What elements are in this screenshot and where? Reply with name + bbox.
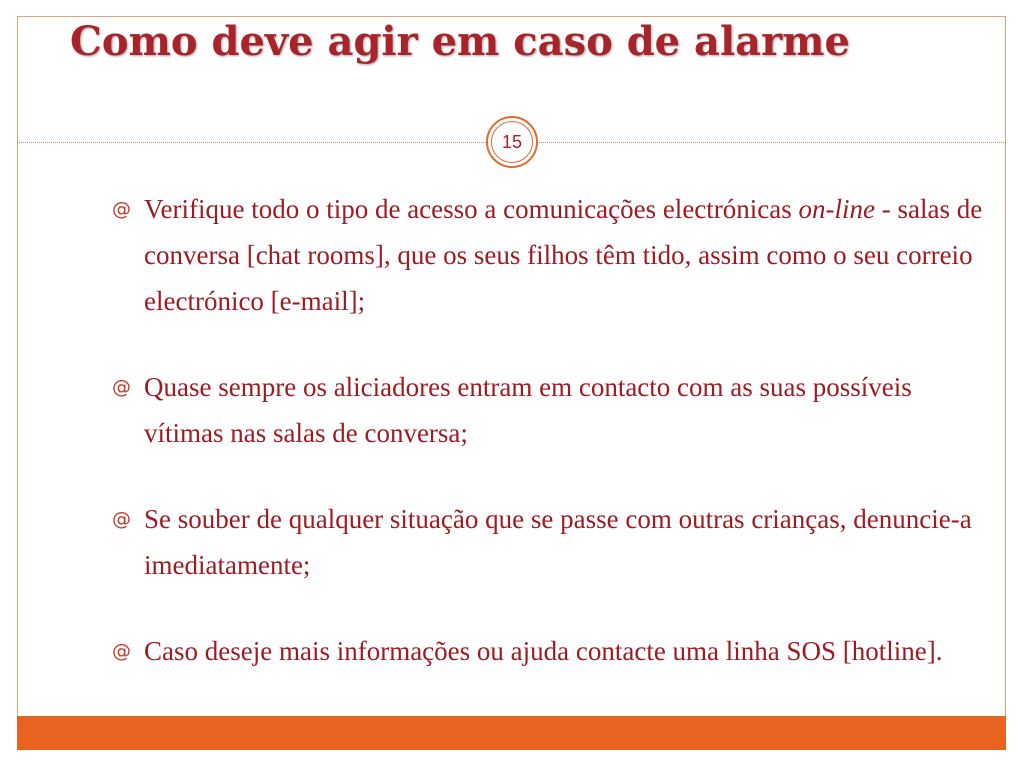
bullet-text-emphasis: on-line <box>798 194 875 224</box>
at-sign-bullet-icon: @ <box>112 640 131 662</box>
at-sign-bullet-icon: @ <box>112 376 131 398</box>
bullet-text-part: Verifique todo o tipo de acesso a comunicações electrónicas <box>144 194 799 224</box>
slide-title: Como deve agir em caso de alarme <box>70 18 850 65</box>
bullet-text: Caso deseje mais informações ou ajuda contacte uma linha SOS [hotline]. <box>144 636 943 666</box>
list-item <box>112 628 992 674</box>
list-item <box>112 186 992 324</box>
bullet-text-part: - salas de conversa [chat rooms], que os seus filhos têm tido, assim como o seu correio electrónico [e-mail]; <box>144 194 983 316</box>
list-item <box>112 496 992 588</box>
bullet-text: Se souber de qualquer situação que se passe com outras crianças, denuncie-a imediatamente; <box>144 504 972 580</box>
page-number: 15 <box>501 131 523 152</box>
bullet-text: Quase sempre os aliciadores entram em contacto com as suas possíveis vítimas nas salas de conversa; <box>144 372 912 448</box>
bullet-text <box>144 186 992 324</box>
bullet-list <box>112 186 992 714</box>
at-sign-bullet-icon: @ <box>112 508 131 530</box>
at-sign-bullet-icon: @ <box>112 198 131 220</box>
list-item <box>112 364 992 456</box>
